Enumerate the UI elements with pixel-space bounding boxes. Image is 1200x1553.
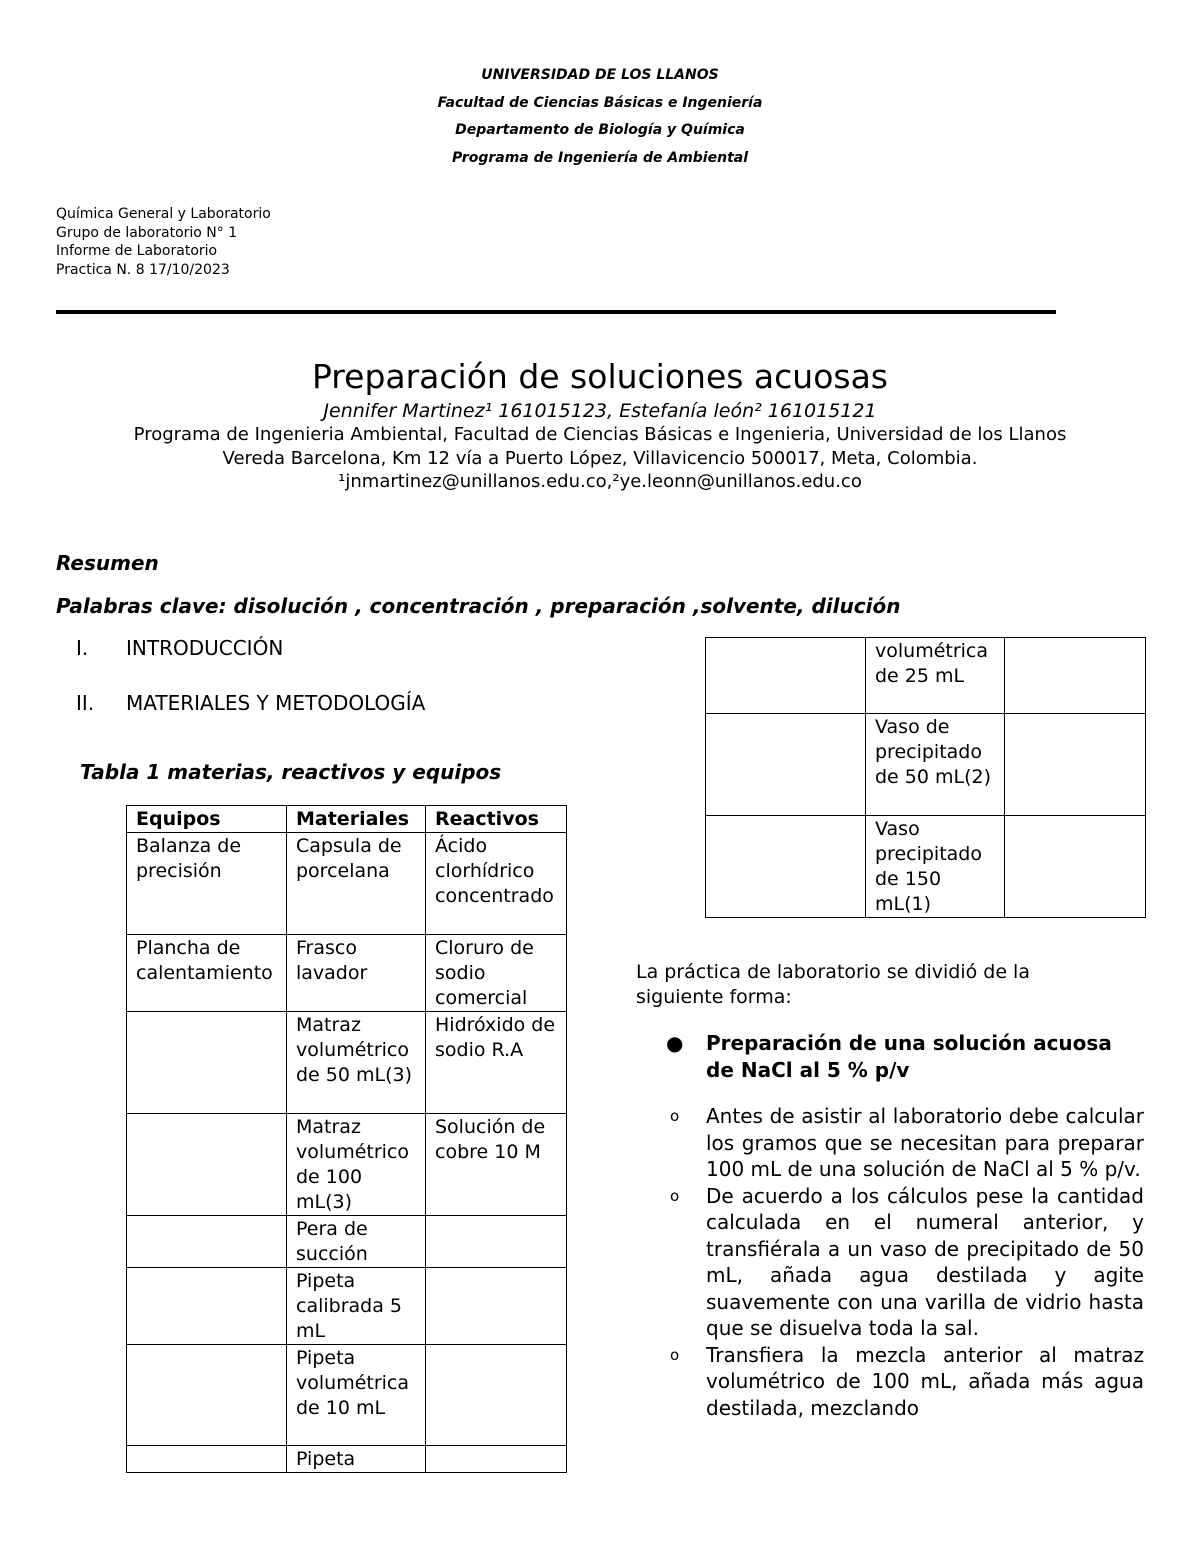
table-row [127, 833, 567, 935]
list-item [666, 1103, 1144, 1183]
table-cell: Pipeta calibrada 5 mL [287, 1268, 426, 1345]
materials-table-continued [705, 637, 1146, 918]
table-cell [127, 1216, 287, 1268]
program-name: Programa de Ingeniería de Ambiental [451, 149, 749, 166]
section-title: INTRODUCCIÓN [126, 636, 284, 660]
table-row [706, 714, 1146, 816]
section-introduction [76, 636, 283, 660]
table-cell [1005, 714, 1146, 816]
materials-table [126, 805, 567, 1473]
table-cell [1005, 816, 1146, 918]
abstract-heading: Resumen [56, 551, 159, 575]
table-cell: Frasco lavador [287, 935, 426, 1012]
table-cell: Pipeta [287, 1446, 426, 1473]
table-cell: Pipeta volumétrica de 10 mL [287, 1345, 426, 1446]
circle-bullet-icon: o [670, 1107, 680, 1125]
affiliation-line-2: Vereda Barcelona, Km 12 vía a Puerto López, Villavicencio 500017, Meta, Colombia. [222, 447, 978, 469]
table-cell [426, 1216, 567, 1268]
table-row [127, 1268, 567, 1345]
header-reactivos: Reactivos [426, 806, 567, 833]
report-type: Informe de Laboratorio [56, 243, 218, 259]
header-equipos: Equipos [127, 806, 287, 833]
table-cell [426, 1268, 567, 1345]
table-cell: Plancha de calentamiento [127, 935, 287, 1012]
affiliation-line-1: Programa de Ingenieria Ambiental, Facultad de Ciencias Básicas e Ingenieria, Universidad de los Llanos [133, 424, 1067, 445]
table-cell: Vaso precipitado de 150 mL(1) [866, 816, 1005, 918]
header-divider [56, 310, 1056, 314]
table-row [127, 1216, 567, 1268]
table-cell [706, 638, 866, 714]
table-cell: Vaso de precipitado de 50 mL(2) [866, 714, 1005, 816]
table-cell [426, 1345, 567, 1446]
table-cell [706, 714, 866, 816]
table-cell [706, 816, 866, 918]
table-cell [127, 1114, 287, 1216]
procedure-bullet [666, 1030, 1136, 1084]
authors: Jennifer Martinez¹ 161015123, Estefanía león² 161015121 [323, 400, 877, 422]
table-cell: Solución de cobre 10 M [426, 1114, 567, 1216]
table-row [706, 816, 1146, 918]
table-cell: Balanza de precisión [127, 833, 287, 935]
bullet-dot-icon: ● [666, 1031, 684, 1055]
table-caption: Tabla 1 materias, reactivos y equipos [80, 760, 502, 784]
table-row [127, 1446, 567, 1473]
university-name: UNIVERSIDAD DE LOS LLANOS [481, 67, 719, 83]
table-cell [426, 1446, 567, 1473]
table-cell: Hidróxido de sodio R.A [426, 1012, 567, 1114]
procedure-steps [666, 1103, 1144, 1421]
table-cell [127, 1446, 287, 1473]
procedure-intro: La práctica de laboratorio se dividió de la siguiente forma: [636, 961, 1030, 1008]
course-info [56, 205, 271, 279]
list-item [666, 1342, 1144, 1422]
table-cell: Cloruro de sodio comercial [426, 935, 567, 1012]
header-materiales: Materiales [287, 806, 426, 833]
step-text: De acuerdo a los cálculos pese la cantidad calculada en el numeral anterior, y transfiérala a un vaso de precipitado de 50 mL, añada agua destilada y agite suavemente con una varilla de vidrio hasta que se disuelva toda la sal. [706, 1183, 1144, 1340]
title-block [0, 355, 1200, 494]
section-materials-methods [76, 691, 425, 715]
circle-bullet-icon: o [670, 1345, 680, 1364]
section-number: II. [76, 691, 95, 715]
keywords: Palabras clave: disolución , concentración , preparación ,solvente, dilución [56, 594, 901, 618]
table-cell: volumétrica de 25 mL [866, 638, 1005, 714]
table-row [127, 1012, 567, 1114]
step-text: Transfiera la mezcla anterior al matraz volumétrico de 100 mL, añada más agua destilada, mezclando [706, 1342, 1144, 1420]
author-emails: ¹jnmartinez@unillanos.edu.co,²ye.leonn@unillanos.edu.co [338, 471, 862, 492]
table-cell: Pera de succión [287, 1216, 426, 1268]
table-header-row [127, 806, 567, 833]
table-cell [127, 1345, 287, 1446]
table-cell [127, 1012, 287, 1114]
practice-number-date: Practica N. 8 17/10/2023 [56, 261, 230, 278]
table-row [706, 638, 1146, 714]
table-row [127, 1345, 567, 1446]
table-cell: Capsula de porcelana [287, 833, 426, 935]
faculty-name: Facultad de Ciencias Básicas e Ingeniería [437, 94, 763, 111]
table-row [127, 1114, 567, 1216]
section-number: I. [76, 636, 89, 660]
step-text: Antes de asistir al laboratorio debe calcular los gramos que se necesitan para preparar 100 mL de una solución de NaCl al 5 % p/v. [706, 1104, 1144, 1181]
table-cell: Ácido clorhídrico concentrado [426, 833, 567, 935]
course-name: Química General y Laboratorio [56, 206, 271, 222]
document-title: Preparación de soluciones acuosas [311, 357, 889, 396]
lab-group: Grupo de laboratorio N° 1 [56, 224, 238, 241]
section-title: MATERIALES Y METODOLOGÍA [126, 691, 426, 715]
department-name: Departamento de Biología y Química [455, 122, 745, 138]
university-header [0, 64, 1200, 174]
table-cell [127, 1268, 287, 1345]
table-row [127, 935, 567, 1012]
table-cell: Matraz volumétrico de 50 mL(3) [287, 1012, 426, 1114]
list-item [666, 1183, 1144, 1342]
table-cell: Matraz volumétrico de 100 mL(3) [287, 1114, 426, 1216]
procedure-bullet-title: Preparación de una solución acuosa de NaCl al 5 % p/v [706, 1031, 1112, 1082]
circle-bullet-icon: o [670, 1186, 680, 1205]
table-cell [1005, 638, 1146, 714]
